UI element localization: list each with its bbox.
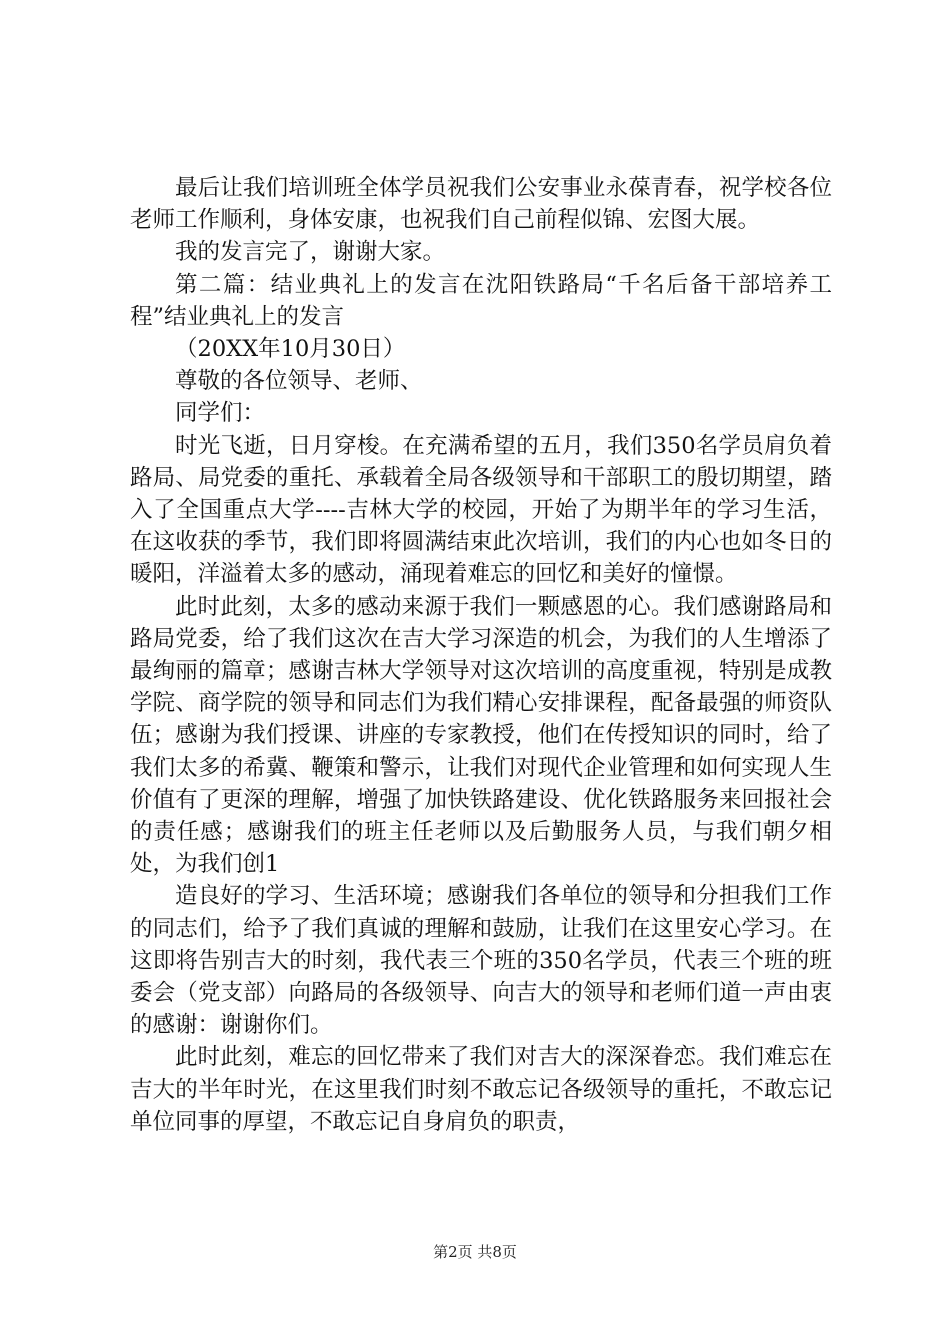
paragraph-memories: 此时此刻，难忘的回忆带来了我们对吉大的深深眷恋。我们难忘在吉大的半年时光，在这里我们时刻不敢忘记各级领导的重托，不敢忘记单位同事的厚望，不敢忘记自身肩负的职责， <box>130 1044 832 1135</box>
paragraph-second-title: 第二篇：结业典礼上的发言在沈阳铁路局“千名后备干部培养工程”结业典礼上的发言 <box>130 271 832 330</box>
paragraph-salutation-1: 尊敬的各位领导、老师、 <box>175 368 423 395</box>
paragraph-time-flies: 时光飞逝，日月穿梭。在充满希望的五月，我们350名学员肩负着路局、局党委的重托、承载着全局各级领导和干部职工的殷切期望，踏入了全国重点大学----吉林大学的校园，开始了为期半年的学习生活，在这收获的季节，我们即将圆满结束此次培训，我们的内心也如冬日的暖阳，洋溢着太多的感动，涌现着难忘的回忆和美好的憧憬。 <box>130 432 832 588</box>
paragraph-thanks-continued: 造良好的学习、生活环境；感谢我们各单位的领导和分担我们工作的同志们，给予了我们真诚的理解和鼓励，让我们在这里安心学习。在这即将告别吉大的时刻，我代表三个班的350名学员，代表三个班的班委会（党支部）向路局的各级领导、向吉大的领导和老师们道一声由衷的感谢：谢谢你们。 <box>130 883 832 1039</box>
paragraph-speech-end: 我的发言完了，谢谢大家。 <box>175 239 446 266</box>
document-body <box>130 172 832 1138</box>
paragraph-date: （20XX年10月30日） <box>175 336 406 363</box>
paragraph-salutation-2: 同学们： <box>175 400 266 427</box>
paragraph-gratitude: 此时此刻，太多的感动来源于我们一颗感恩的心。我们感谢路局和路局党委，给了我们这次在吉大学习深造的机会，为我们的人生增添了最绚丽的篇章；感谢吉林大学领导对这次培训的高度重视，特别是成教学院、商学院的领导和同志们为我们精心安排课程，配备最强的师资队伍；感谢为我们授课、讲座的专家教授，他们在传授知识的同时，给了我们太多的希冀、鞭策和警示，让我们对现代企业管理和如何实现人生价值有了更深的理解，增强了加快铁路建设、优化铁路服务来回报社会的责任感；感谢我们的班主任老师以及后勤服务人员，与我们朝夕相处，为我们创1 <box>130 593 832 878</box>
page-number-footer: 第2页 共8页 <box>433 1243 517 1261</box>
paragraph-closing-wishes: 最后让我们培训班全体学员祝我们公安事业永葆青春，祝学校各位老师工作顺利，身体安康，也祝我们自己前程似锦、宏图大展。 <box>130 175 832 234</box>
